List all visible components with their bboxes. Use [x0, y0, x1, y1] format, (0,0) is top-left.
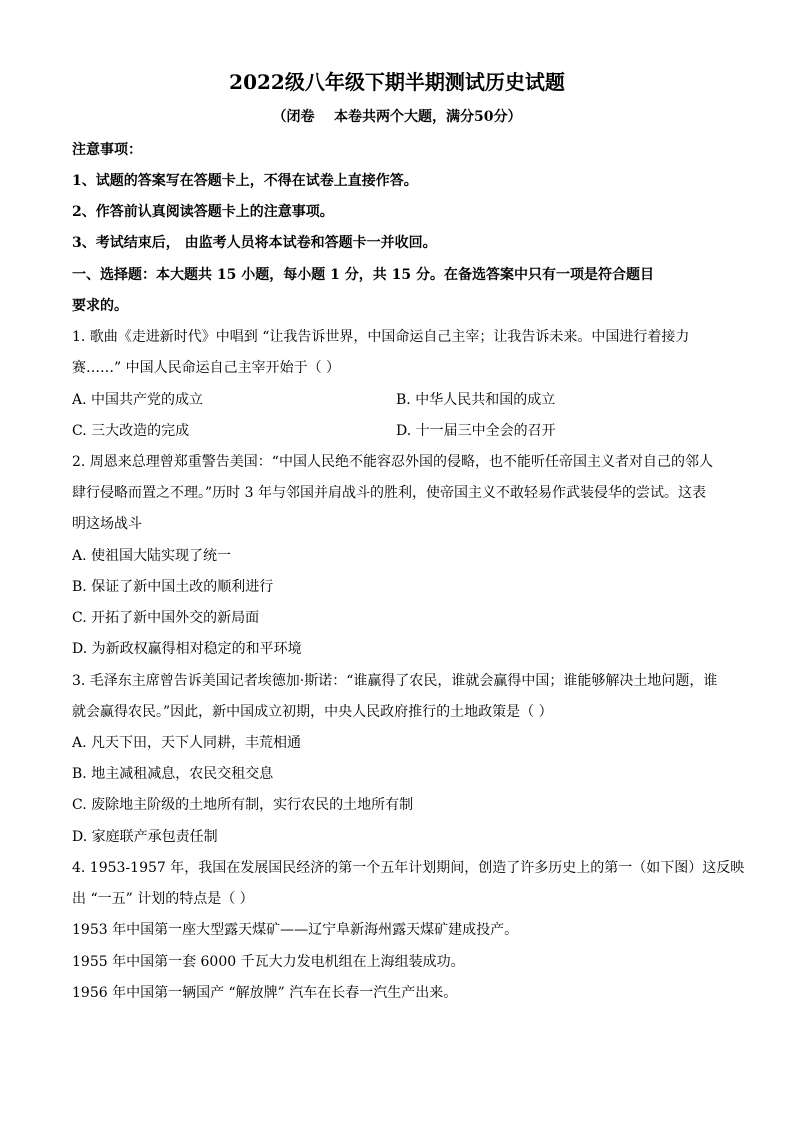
question-4-stem-cont: 出 “一五” 计划的特点是（ ） [72, 891, 254, 907]
question-2-stem: 2. 周恩来总理曾郑重警告美国：“中国人民绝不能容忍外国的侵略，也不能听任帝国主义者对自己的邻人 [72, 454, 713, 470]
question-3-stem-cont: 就会赢得农民。”因此，新中国成立初期，中央人民政府推行的土地政策是（ ） [72, 704, 553, 720]
question-1-option-d: D. 十一届三中全会的召开 [396, 423, 556, 439]
question-4-fact: 1955 年中国第一套 6000 千瓦大力发电机组在上海组装成功。 [72, 954, 465, 970]
question-2-option-d: D. 为新政权赢得相对稳定的和平环境 [72, 641, 302, 657]
section-heading-cont: 要求的。 [72, 298, 128, 314]
notice-item: 2、作答前认真阅读答题卡上的注意事项。 [72, 204, 334, 220]
question-4-stem: 4. 1953-1957 年，我国在发展国民经济的第一个五年计划期间，创造了许多历史上的第一（如下图）这反映 [72, 860, 745, 876]
section-heading: 一、选择题：本大题共 15 小题，每小题 1 分，共 15 分。在备选答案中只有一项是符合题目 [72, 267, 654, 283]
question-3-option-c: C. 废除地主阶级的土地所有制，实行农民的土地所有制 [72, 797, 414, 813]
question-2-option-c: C. 开拓了新中国外交的新局面 [72, 610, 260, 626]
question-4-fact: 1953 年中国第一座大型露天煤矿——辽宁阜新海州露天煤矿建成投产。 [72, 922, 519, 938]
question-1-option-b: B. 中华人民共和国的成立 [396, 392, 556, 408]
exam-subtitle: （闭卷 本卷共两个大题，满分50分） [272, 109, 522, 125]
question-1-stem: 1. 歌曲《走进新时代》中唱到 “让我告诉世界，中国命运自己主宰；让我告诉未来。中国进行着接力 [72, 329, 690, 345]
question-3-option-d: D. 家庭联产承包责任制 [72, 829, 218, 845]
question-4-fact: 1956 年中国第一辆国产 “解放牌” 汽车在长春一汽生产出来。 [72, 985, 458, 1001]
notice-item: 3、考试结束后， 由监考人员将本试卷和答题卡一并收回。 [72, 235, 437, 251]
exam-title: 2022级八年级下期半期测试历史试题 [229, 70, 565, 94]
question-2-option-a: A. 使祖国大陆实现了统一 [72, 548, 232, 564]
question-3-option-b: B. 地主减租减息，农民交租交息 [72, 766, 274, 782]
notice-heading: 注意事项： [72, 142, 142, 158]
question-2-stem-cont: 肆行侵略而置之不理。”历时 3 年与邻国并肩战斗的胜利，使帝国主义不敢轻易作武装侵华的尝试。这表 [72, 485, 706, 501]
question-1-stem-cont: 赛……” 中国人民命运自己主宰开始于（ ） [72, 360, 341, 376]
question-2-stem-cont: 明这场战斗 [72, 516, 142, 532]
question-3-stem: 3. 毛泽东主席曾告诉美国记者埃德加·斯诺：“谁赢得了农民，谁就会赢得中国；谁能够解决土地问题，谁 [72, 673, 718, 689]
notice-item: 1、试题的答案写在答题卡上，不得在试卷上直接作答。 [72, 173, 418, 189]
question-3-option-a: A. 凡天下田，天下人同耕，丰荒相通 [72, 735, 302, 751]
question-1-option-c: C. 三大改造的完成 [72, 423, 190, 439]
question-1-option-a: A. 中国共产党的成立 [72, 392, 204, 408]
question-2-option-b: B. 保证了新中国土改的顺利进行 [72, 579, 274, 595]
